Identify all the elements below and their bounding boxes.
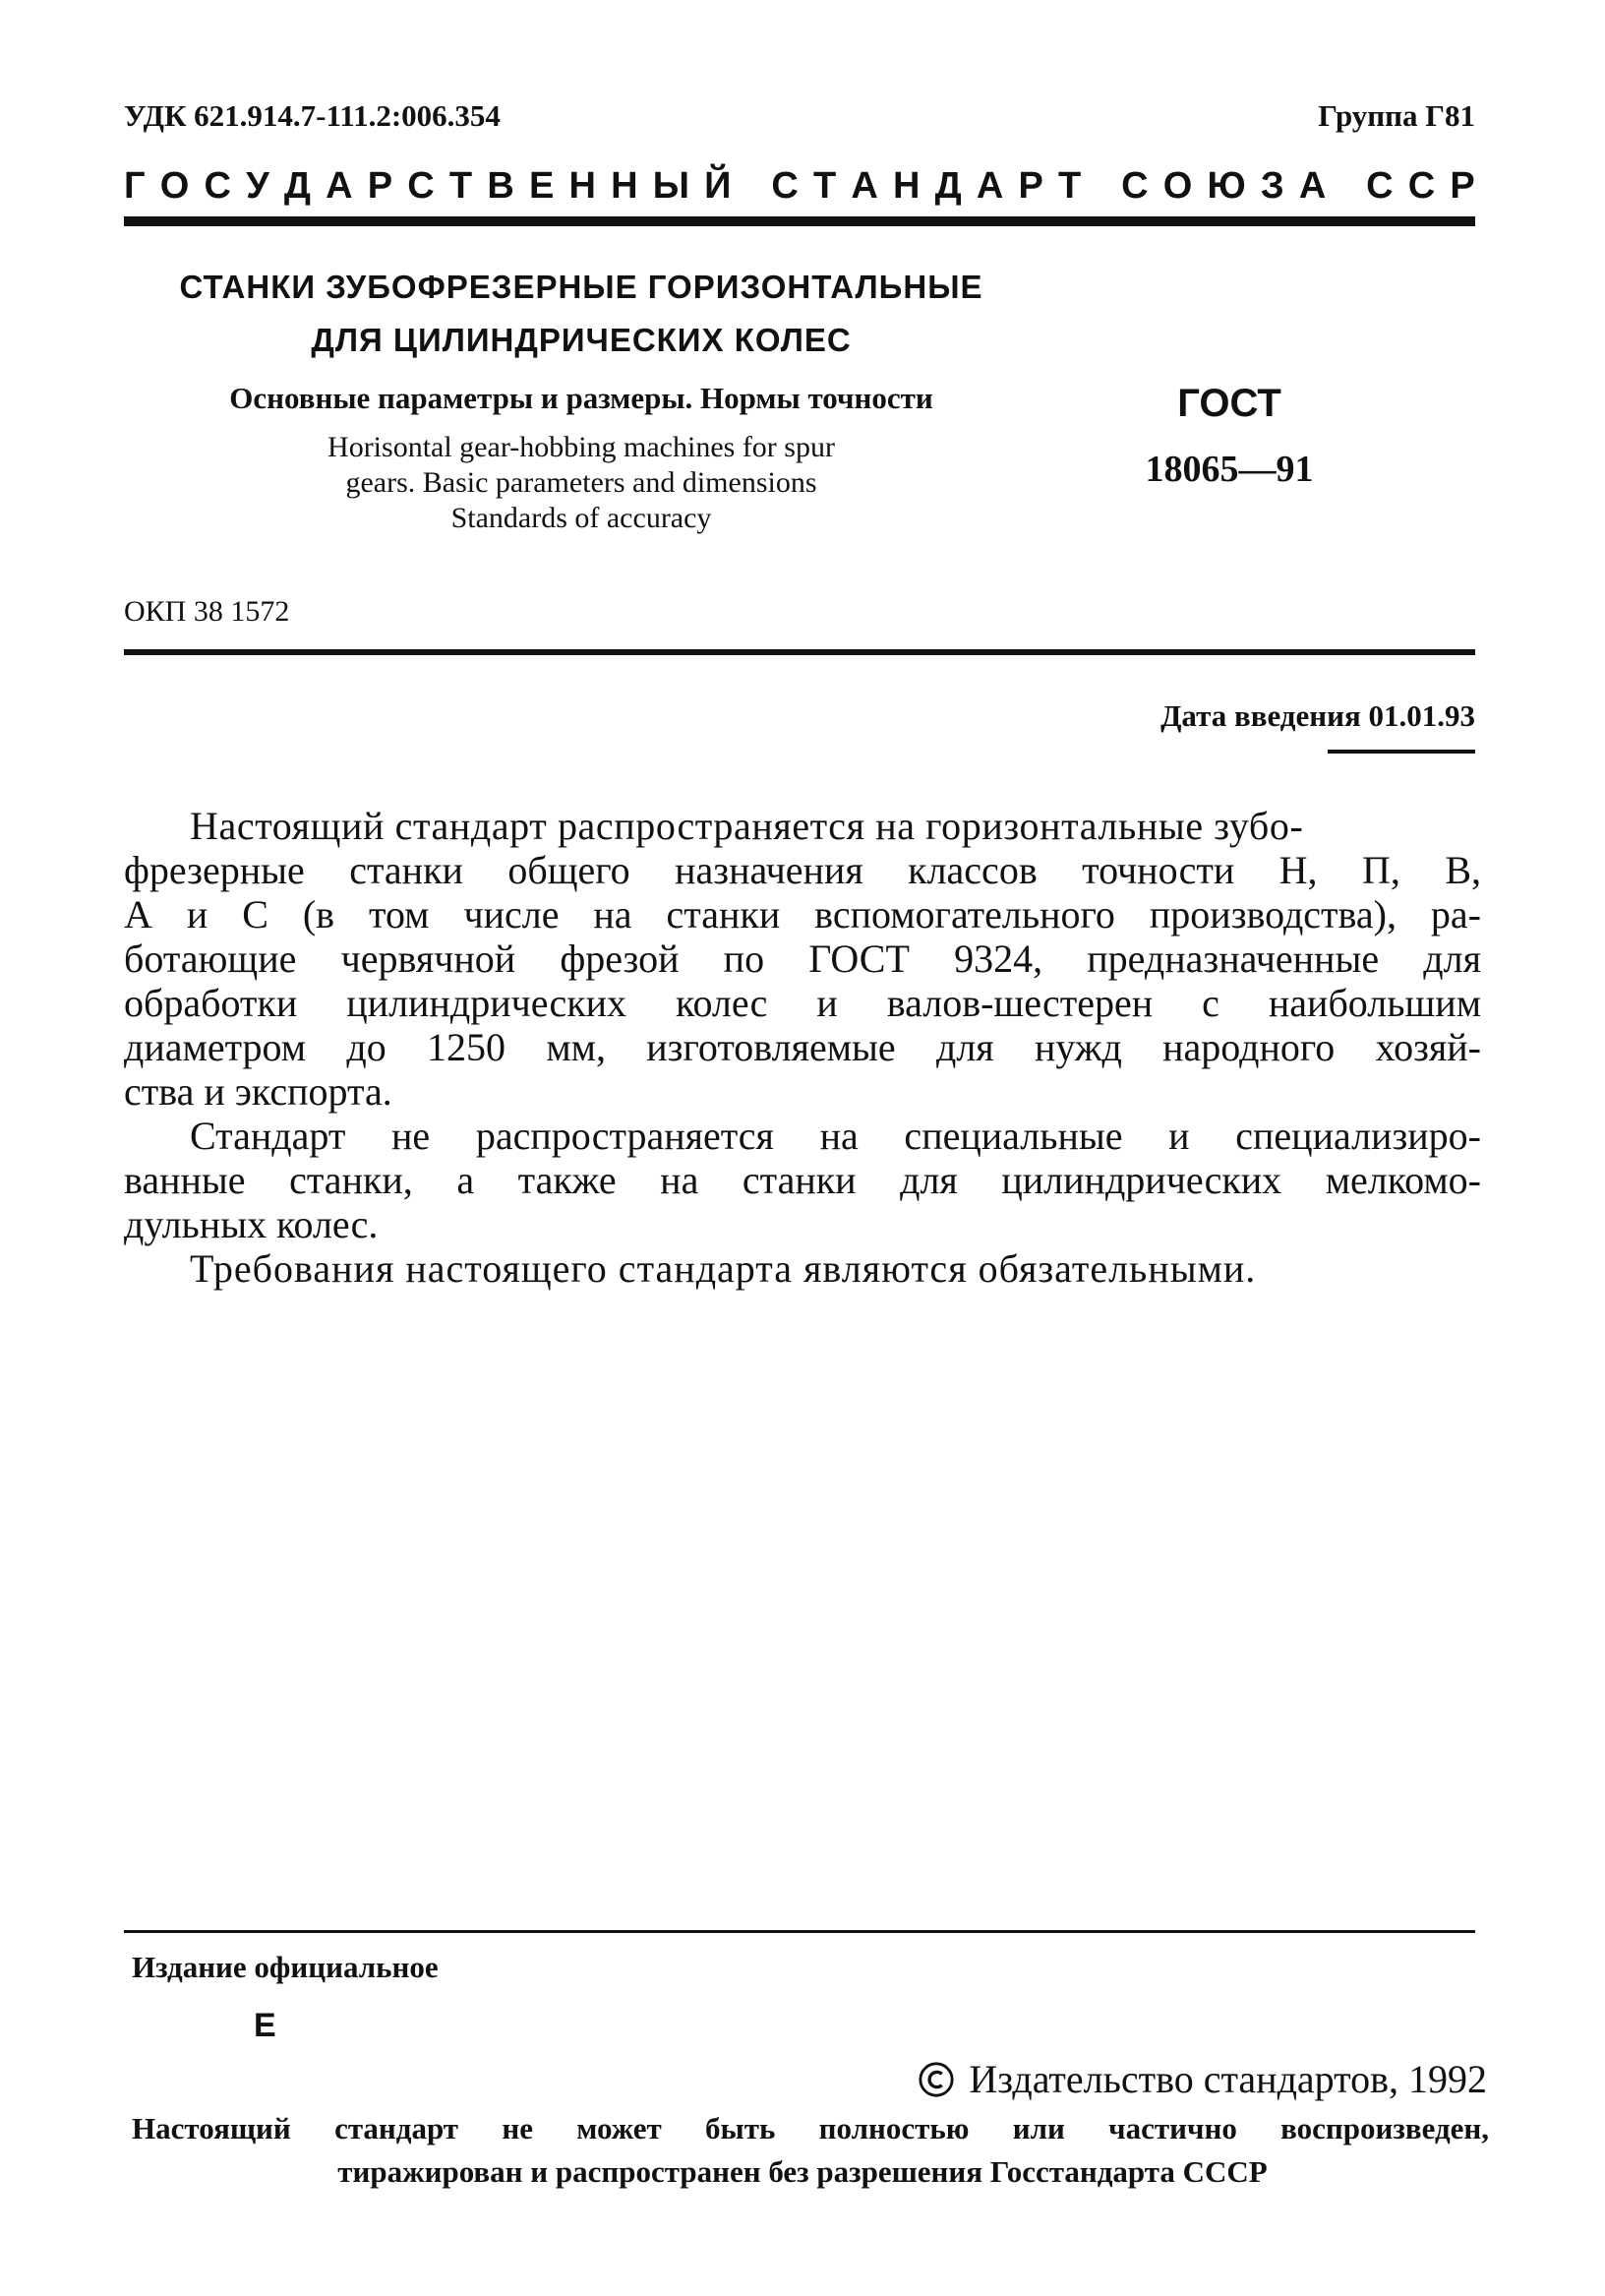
state-standard-letter: Т (448, 165, 473, 207)
state-standard-letter: Н (568, 165, 596, 207)
paragraph-1-line-1: Настоящий стандарт распространяется на горизонтальные зубо- (190, 804, 1304, 848)
state-standard-letter: Й (704, 165, 732, 207)
state-standard-letter: С (204, 165, 231, 207)
state-standard-letter (1340, 165, 1351, 208)
state-standard-letter: С (771, 165, 799, 207)
state-standard-letter: А (1298, 165, 1327, 207)
paragraph-1-line-2: фрезерные станки общего назначения классов точности Н, П, В, (124, 848, 1481, 892)
state-standard-letter: Ы (652, 165, 689, 207)
paragraph-2-line-2: ванные станки, а также на станки для цилиндрических мелкомо- (124, 1158, 1481, 1202)
edition-label: Издание официальное (132, 1950, 439, 1984)
reproduction-notice-line-1: Настоящий стандарт не может быть полностью или частично воспроизведен, (132, 2111, 1489, 2145)
state-standard-letter (1096, 165, 1106, 208)
title-subtitle: Основные параметры и размеры. Нормы точности (229, 381, 933, 415)
udk-code: УДК 621.914.7-111.2:006.354 (124, 98, 501, 133)
gost-number: 18065—91 (1145, 449, 1314, 490)
state-standard-letter: А (851, 165, 878, 207)
state-standard-letter: Ю (1207, 165, 1246, 207)
paragraph-1-line-6: диаметром до 1250 мм, изготовляемые для нужд народного хозяй- (124, 1025, 1481, 1069)
date-underline (1328, 750, 1475, 754)
state-standard-letter: Р (1018, 165, 1043, 207)
header-rule (124, 216, 1475, 226)
state-standard-letter: Е (528, 165, 555, 207)
state-standard-letter: Д (934, 165, 962, 207)
state-standard-letter: С (407, 165, 435, 207)
okp-code: ОКП 38 1572 (124, 595, 290, 628)
state-standard-letter (746, 165, 757, 208)
copyright-text: Издательство стандартов, 1992 (969, 2057, 1487, 2101)
state-standard-letter: Р (367, 165, 393, 207)
state-standard-letter: С (1407, 165, 1436, 207)
effective-date: Дата введения 01.01.93 (1160, 698, 1475, 733)
edition-mark: Е (254, 2007, 276, 2044)
paragraph-1-line-4: ботающие червячной фрезой по ГОСТ 9324, предназначенные для (124, 937, 1481, 981)
copyright-line (918, 2056, 1487, 2102)
state-standard-letter: А (976, 165, 1004, 207)
state-standard-letter: Н (892, 165, 921, 207)
state-standard-letter: В (487, 165, 514, 207)
state-standard-letter: Т (812, 165, 837, 207)
paragraph-1-line-5: обработки цилиндрических колес и валов-шестерен с наибольшим (124, 981, 1481, 1025)
state-standard-letter: З (1260, 165, 1284, 207)
english-title-line-2: gears. Basic parameters and dimensions (345, 466, 817, 499)
state-standard-letter: О (159, 165, 190, 207)
english-title-line-3: Standards of accuracy (450, 502, 712, 534)
state-standard-letter: Т (1057, 165, 1082, 207)
paragraph-1-line-3: А и С (в том числе на станки вспомогательного производства), ра- (124, 892, 1481, 937)
state-standard-letter: Н (611, 165, 638, 207)
state-standard-letter: Г (124, 165, 146, 207)
title-line-2: ДЛЯ ЦИЛИНДРИЧЕСКИХ КОЛЕС (311, 322, 852, 358)
title-line-1: СТАНКИ ЗУБОФРЕЗЕРНЫЕ ГОРИЗОНТАЛЬНЫЕ (179, 269, 983, 305)
state-standard-heading (124, 165, 1475, 208)
copyright-icon (918, 2061, 955, 2098)
state-standard-letter: О (1162, 165, 1193, 207)
state-standard-letter: С (1121, 165, 1149, 207)
paragraph-2-line-3: дульных колес. (124, 1202, 379, 1246)
section-rule (124, 649, 1475, 655)
paragraph-1-line-7: ства и экспорта. (124, 1069, 392, 1114)
english-title-line-1: Horisontal gear-hobbing machines for spur (327, 431, 835, 463)
state-standard-letter: А (326, 165, 353, 207)
group-code: Группа Г81 (1318, 98, 1475, 133)
gost-label: ГОСТ (1177, 382, 1281, 425)
state-standard-letter: С (1366, 165, 1394, 207)
paragraph-2-line-1: Стандарт не распространяется на специальные и специализиро- (190, 1114, 1481, 1158)
state-standard-letter: Д (283, 165, 311, 207)
state-standard-letter: У (246, 165, 269, 207)
state-standard-letter: Р (1450, 165, 1475, 207)
paragraph-3: Требования настоящего стандарта являются обязательными. (190, 1246, 1257, 1291)
footer-rule (124, 1930, 1475, 1933)
reproduction-notice-line-2: тиражирован и распространен без разрешения Госстандарта СССР (337, 2154, 1268, 2189)
